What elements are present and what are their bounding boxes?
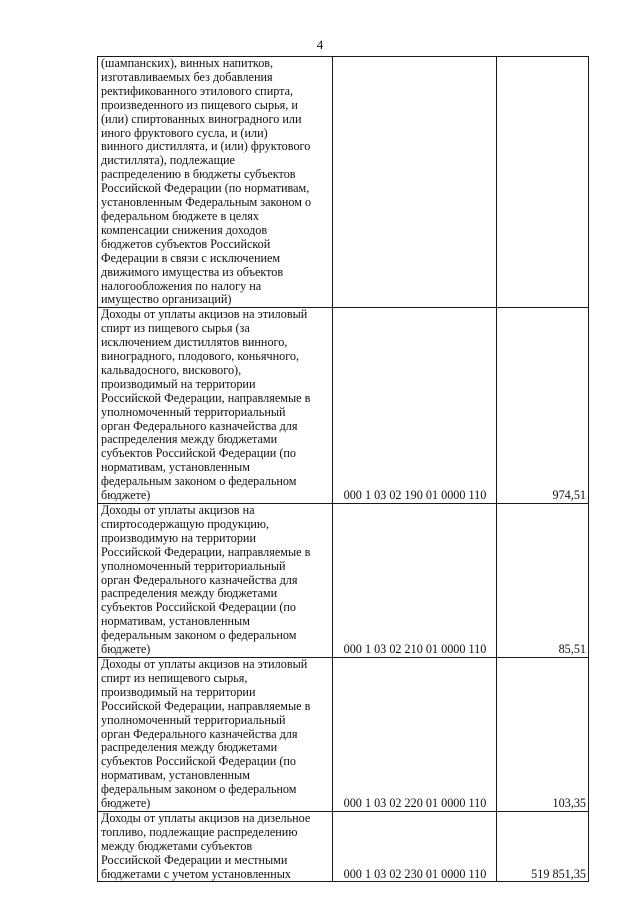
description-line: нормативам, установленным — [101, 614, 250, 629]
description-line: произведенного из пищевого сырья, и — [101, 97, 298, 112]
description-line: орган Федерального казначейства для — [101, 726, 298, 741]
description-line: топливо, подлежащие распределению — [101, 824, 298, 839]
description-line: изготавливаемых без добавления — [101, 69, 273, 84]
description-line: спирт из пищевого сырья (за — [101, 321, 250, 336]
description-line: бюджетов субъектов Российской — [101, 236, 271, 251]
description-line: иного фруктового сусла, и (или) — [101, 125, 268, 140]
description-line: федеральным законом о федеральном — [101, 628, 297, 643]
revenue-description-cell — [98, 504, 333, 658]
description-line: исключением дистиллятов винного, — [101, 335, 288, 350]
description-line: (шампанских), винных напитков, — [101, 56, 274, 70]
revenue-table-body — [98, 57, 589, 882]
description-line: субъектов Российской Федерации (по — [101, 754, 296, 769]
description-line: винного дистиллята, и (или) фруктового — [101, 139, 311, 154]
revenue-table — [97, 56, 589, 882]
description-line: Российской Федерации, направляемые в — [101, 698, 311, 713]
description-line: распределения между бюджетами — [101, 432, 278, 447]
description-line: бюджете) — [101, 642, 151, 657]
description-line: виноградного, плодового, коньячного, — [101, 349, 300, 364]
description-line: нормативам, установленным — [101, 768, 250, 783]
budget-code-cell: 000 1 03 02 190 01 0000 110 — [333, 308, 497, 504]
description-line: компенсации снижения доходов — [101, 222, 268, 237]
table-row — [98, 57, 589, 308]
description-line: производимый на территории — [101, 684, 256, 699]
amount-cell: 103,35 — [497, 657, 589, 811]
description-line: федеральным законом о федеральном — [101, 474, 297, 489]
description-line: распределения между бюджетами — [101, 740, 278, 755]
budget-code-cell: 000 1 03 02 230 01 0000 110 — [333, 811, 497, 882]
description-line: уполномоченный территориальный — [101, 558, 286, 573]
description-line: федеральным законом о федеральном — [101, 782, 297, 797]
description-line: Доходы от уплаты акцизов на дизельное — [101, 811, 311, 825]
page-number: 4 — [316, 37, 324, 52]
description-line: уполномоченный территориальный — [101, 712, 286, 727]
amount-cell: 974,51 — [497, 308, 589, 504]
description-line: (или) спиртованных виноградного или — [101, 111, 302, 126]
description-line: Российской Федерации, направляемые в — [101, 544, 311, 559]
description-line: Федерации в связи с исключением — [101, 250, 281, 265]
description-line: федеральном бюджете в целях — [101, 208, 260, 223]
description-line: распределению в бюджеты субъектов — [101, 167, 296, 182]
description-line: субъектов Российской Федерации (по — [101, 446, 296, 461]
description-line: орган Федерального казначейства для — [101, 572, 298, 587]
description-line: кальвадосного, вискового), — [101, 362, 242, 377]
description-line: дистиллята), подлежащие — [101, 153, 235, 168]
description-line: производимый на территории — [101, 376, 256, 391]
description-line: Доходы от уплаты акцизов на этиловый — [101, 657, 308, 671]
description-line: между бюджетами субъектов — [101, 838, 253, 853]
description-line: нормативам, установленным — [101, 460, 250, 475]
revenue-description-cell — [98, 57, 333, 308]
table-row — [98, 504, 589, 658]
amount-cell: 85,51 — [497, 504, 589, 658]
revenue-description-cell — [98, 811, 333, 882]
description-line: орган Федерального казначейства для — [101, 418, 298, 433]
description-line: бюджетами с учетом установленных — [101, 866, 292, 881]
revenue-description-cell — [98, 308, 333, 504]
description-line: установленным Федеральным законом о — [101, 195, 312, 210]
description-line: Доходы от уплаты акцизов на этиловый — [101, 307, 308, 322]
budget-code-cell: 000 1 03 02 210 01 0000 110 — [333, 504, 497, 658]
amount-cell: 519 851,35 — [497, 811, 589, 882]
description-line: ректификованного этилового спирта, — [101, 83, 294, 98]
description-line: Доходы от уплаты акцизов на — [101, 503, 255, 517]
description-line: налогообложения по налогу на — [101, 278, 262, 293]
description-line: уполномоченный территориальный — [101, 404, 286, 419]
amount-cell — [497, 57, 589, 308]
revenue-description-cell — [98, 657, 333, 811]
budget-code-cell: 000 1 03 02 220 01 0000 110 — [333, 657, 497, 811]
description-line: Российской Федерации и местными — [101, 852, 288, 867]
description-line: движимого имущества из объектов — [101, 264, 284, 279]
table-row — [98, 308, 589, 504]
description-line: бюджете) — [101, 796, 151, 811]
description-line: производимую на территории — [101, 530, 256, 545]
description-line: субъектов Российской Федерации (по — [101, 600, 296, 615]
description-line: Российской Федерации (по нормативам, — [101, 181, 310, 196]
table-row — [98, 811, 589, 882]
budget-code-cell — [333, 57, 497, 308]
description-line: распределения между бюджетами — [101, 586, 278, 601]
description-line: спирт из непищевого сырья, — [101, 670, 248, 685]
table-row — [98, 657, 589, 811]
description-line: бюджете) — [101, 488, 151, 503]
description-line: имущество организаций) — [101, 292, 232, 307]
description-line: Российской Федерации, направляемые в — [101, 390, 311, 405]
description-line: спиртосодержащую продукцию, — [101, 516, 270, 531]
